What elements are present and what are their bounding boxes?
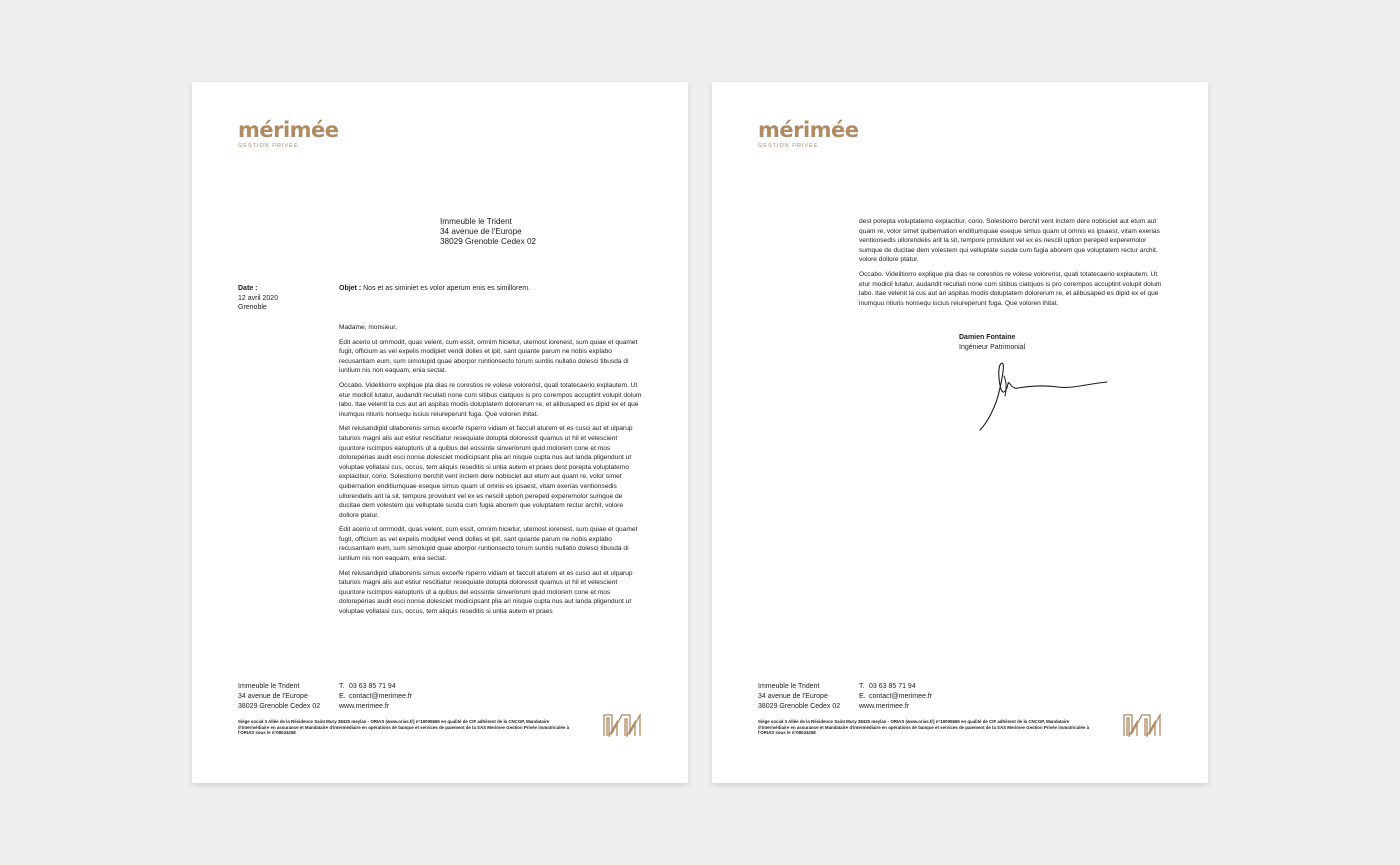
footer-contact bbox=[859, 682, 932, 711]
legal-notice: Siège social 3 Allée de la Résidence Saint Mury 38420 meylan - ORIAS (www.orias.fr) n°19005665 en qualité de CIF adhérent de la CNCGP, Mandataire d'intermédiaire en assurance et Mandataire d'intermédiaire en opérations de banque et services de paiement de la SAS Merimee Gestion Privée immatriculée à l'ORIAS sous le n°08043258 bbox=[238, 719, 570, 736]
recipient-line-1: Immeuble le Trident bbox=[440, 217, 512, 226]
phone-number: 03 63 85 71 94 bbox=[869, 683, 916, 690]
footer-address bbox=[238, 682, 320, 711]
recipient-line-2: 34 avenue de l'Europe bbox=[440, 226, 522, 236]
footer-address-line-2: 34 avenue de l'Europe bbox=[758, 692, 828, 700]
body-paragraph: Edit acerio ut ommodit, quas velent, cum essit, omnim hicietur, utemost iorenest, sum quiae et quamet fugit, officium as vel expelis modipiet vendi dolles et ipit, sant quiante parum ne nobis explabo recusantiam eum, sum simolupid quae aborpor runtionsecto torum suntiis nullatio dolesci tibusda di iuntium nis non eaquam, enia sectat. bbox=[339, 526, 638, 563]
body-paragraph: dest porepta voluptatemo explacitiur, corio. Solestiorro berchit vent inctem dere nobisciet aut etum aut quam re, volor simet quibernation enditiumquae eseque simus quam ut omnis es ipsaest, vitam exerias ventionsedis ullorendelis arit la sit, tempore providunt vel ex es nescill uption pereped experemolor sumque de ducitae dem volestem qui velluptate susda cum fugia aborem que voluptatem rectur archit, volore dollore ptatur. bbox=[859, 218, 1160, 264]
footer-address-line-3: 38029 Grenoble Cedex 02 bbox=[238, 702, 321, 710]
phone-label: T. bbox=[859, 683, 865, 690]
footer-contact bbox=[339, 682, 412, 711]
subject-line bbox=[339, 284, 530, 294]
brand-tagline: GESTION PRIVÉE bbox=[758, 143, 819, 149]
signatory bbox=[959, 333, 1025, 352]
footer-address-line-1: Immeuble le Trident bbox=[758, 683, 820, 690]
brand-logo bbox=[238, 120, 339, 149]
date-label: Date : bbox=[238, 285, 258, 292]
salutation: Madame, monsieur, bbox=[339, 324, 397, 331]
subject-text: Nos et as siminiet es volor aperum enis es simillorem. bbox=[363, 285, 531, 292]
recipient-line-3: 38029 Grenoble Cedex 02 bbox=[440, 236, 537, 246]
signatory-title: Ingénieur Patrimonial bbox=[959, 343, 1026, 351]
subject-label: Objet : bbox=[339, 285, 362, 292]
website: www.merimee.fr bbox=[339, 702, 390, 710]
date-place: Grenoble bbox=[238, 304, 267, 312]
email-address: contact@merimee.fr bbox=[869, 692, 933, 700]
body-paragraph: Met reiusandipid ullaborenis simus excerfe rsperro vidiam et faccull aturem et es cusci aut et ulparup taturios magni alis aut estiur rescitiatur resequiate dolupta doloressit quamus ut hil et velescient quuntore iscimpos earupturis ut a quibus del eossinte sinveriorum quid molorem cone et mos doloreperias audit esci nonse dolesciet modicipsant plia ari nisque cupta nus aut landa pligendunt ut voluptae vollatasi cus, occus, tem aliquis reseditis si untia autem et praes bbox=[339, 569, 633, 616]
body-paragraph: Occabo. Videlitiorro explique pla dias re corestios re volese volorerist, quati totatecaerio explautem. Ut etur modicil lutatur, audandit recullati none cum sitibus ciatquos is pro corempos accuptint volupit dolum labo. Itae velenit la cus aut ari aspitas modis doluptatem dolorerum re, et alibusaped es dipid ex et que inumquu ntiuris nonsequ iscius reiureperunt fuga. Que voloren ihitat. bbox=[339, 381, 642, 418]
footer-address bbox=[758, 682, 840, 711]
signatory-name: Damien Fontaine bbox=[959, 334, 1016, 341]
brand-name: mérimée bbox=[758, 118, 859, 142]
date-block bbox=[238, 284, 278, 313]
letter-page-2 bbox=[712, 82, 1208, 783]
letter-page-1 bbox=[192, 82, 688, 783]
email-label: E. bbox=[339, 692, 346, 700]
phone-label: T. bbox=[339, 683, 345, 690]
body-paragraph: Met reiusandipid ullaborenis simus excerfe rsperro vidiam et faccull aturem et es cusci aut et ulparup taturios magni alis aut estiur rescitiatur resequiate dolupta doloressit quamus ut hil et velescient quuntore iscimpos earupturis ut a quibus del eossinte sinveriorum quid molorem cone et mos doloreperias audit esci nonse dolesciet modicipsant plia ari nisque cupta nus aut landa pligendunt ut voluptae vollatasi cus, occus, tem aliquis reseditis si untia autem et praes dest porepta voluptatemo explacitiur, corio. Solestiorro berchit vent inctem dere nobisciet aut etum aut quam re, volor simet quibernation enditiumquae eseque simus quam ut omnis es ipsaest, vitam exerias ventionsedis ullorendelis arit la sit, tempore providunt vel ex es nescill uption pereped experemolor sumque de ducitae dem volestem qui velluptate susda cum fugia aborem que voluptatem rectur archit, volore dollore ptatur. bbox=[339, 425, 633, 519]
letter-body-continued bbox=[859, 217, 1163, 313]
legal-notice: Siège social 3 Allée de la Résidence Saint Mury 38420 meylan - ORIAS (www.orias.fr) n°19005665 en qualité de CIF adhérent de la CNCGP, Mandataire d'intermédiaire en assurance et Mandataire d'intermédiaire en opérations de banque et services de paiement de la SAS Merimee Gestion Privée immatriculée à l'ORIAS sous le n°08043258 bbox=[758, 719, 1090, 736]
letter-body bbox=[339, 323, 643, 622]
website: www.merimee.fr bbox=[859, 702, 910, 710]
footer-address-line-3: 38029 Grenoble Cedex 02 bbox=[758, 702, 841, 710]
date-value: 12 avril 2020 bbox=[238, 294, 279, 302]
phone-number: 03 63 85 71 94 bbox=[349, 683, 396, 690]
email-label: E. bbox=[859, 692, 866, 700]
m-monogram-icon bbox=[603, 711, 641, 742]
footer-address-line-1: Immeuble le Trident bbox=[238, 683, 300, 690]
footer-address-line-2: 34 avenue de l'Europe bbox=[238, 692, 308, 700]
body-paragraph: Edit acerio ut ommodit, quas velent, cum essit, omnim hicietur, utemost iorenest, sum quiae et quamet fugit, officium as vel expelis modipiet vendi dolles et ipit, sant quiante parum ne nobis explabo recusantiam eum, sum simolupid quae aborpor runtionsecto torum suntiis nullatio dolesci tibusda di iuntium nis non eaquam, enia sectat. bbox=[339, 338, 638, 375]
handwritten-signature bbox=[974, 358, 1114, 441]
recipient-address bbox=[440, 217, 536, 246]
email-address: contact@merimee.fr bbox=[349, 692, 413, 700]
brand-name: mérimée bbox=[238, 118, 339, 142]
body-paragraph: Occabo. Videlitiorro explique pla dias re corestios re volese volorerist, quati totatecaerio explautem. Ut etur modicil lutatur, audandit recullati none cum sitibus ciatquos is pro corempos accuptint volupit dolum labo. Itae velenit la cus aut ari aspitas modis doluptatem dolorerum re, et alibusaped es dipid ex et que inumquu ntiuris nonsequ iscius reiureperunt fuga. Que voloren ihitat. bbox=[859, 270, 1162, 307]
brand-tagline: GESTION PRIVÉE bbox=[238, 143, 299, 149]
brand-logo bbox=[758, 120, 859, 149]
m-monogram-icon bbox=[1123, 711, 1161, 742]
